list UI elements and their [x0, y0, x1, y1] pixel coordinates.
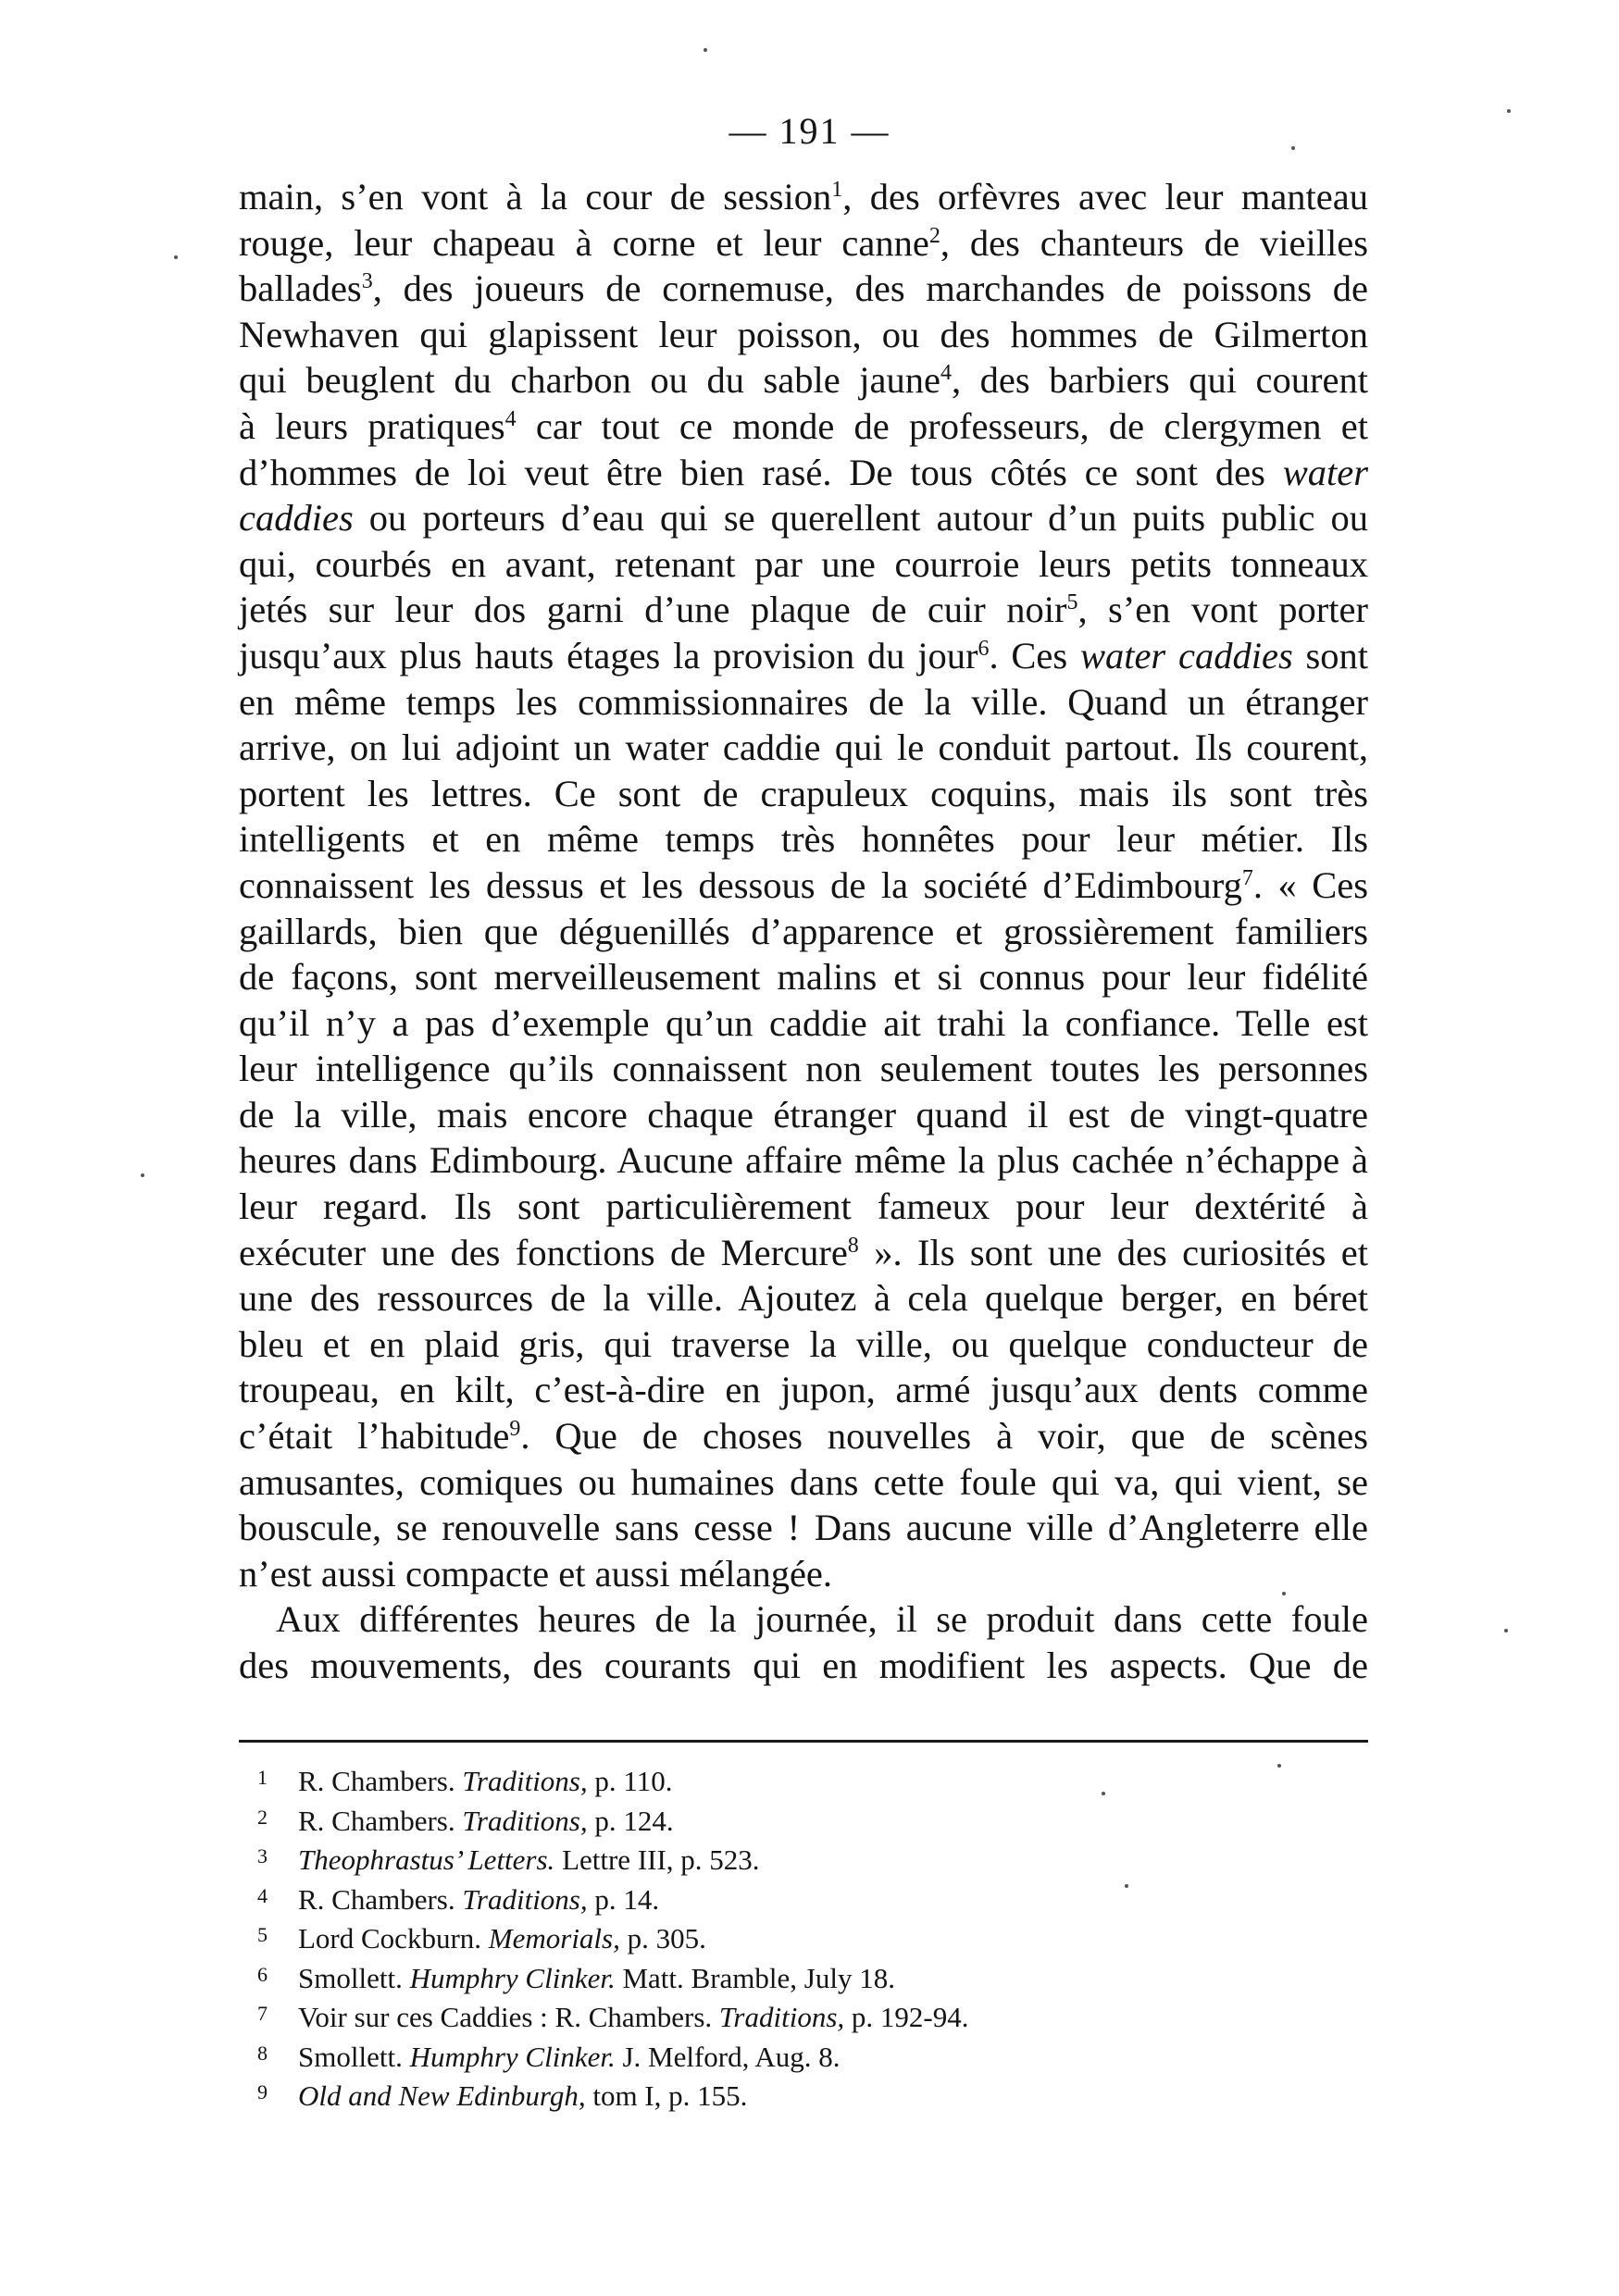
text-line: de façons, sont merveilleusement malins et si connus pour leur fidélité [239, 956, 1368, 999]
scan-speck [1504, 1629, 1508, 1632]
footnote-number: 2 [257, 1805, 268, 1829]
text-line: jusqu’aux plus hauts étages la provision du jour$^6$. Ces water caddies sont [239, 634, 1369, 676]
footnote-ref: 3 [361, 269, 373, 294]
text-line: Newhaven qui glapissent leur poisson, ou des hommes de Gilmerton [239, 313, 1368, 355]
text-line: n’est aussi compacte et aussi mélangée. [239, 1552, 833, 1595]
text-line: jetés sur leur dos garni d’une plaque de cuir noir$^5$, s’en vont porter [239, 589, 1368, 631]
text-line: caddies ou porteurs d’eau qui se querellent autour d’un puits public ou [239, 497, 1368, 540]
footnote-ref: 2 [928, 223, 940, 248]
footnote-number: 9 [257, 2080, 268, 2104]
footnote-item: 3 Theophrastus’ Letters. Lettre III, p. 523. [257, 1839, 1276, 1879]
page-number: — 191 — [729, 110, 890, 152]
footnote-number: 1 [257, 1766, 268, 1789]
footnote-number: 8 [257, 2041, 268, 2065]
text-line: exécuter une des fonctions de Mercure$^8$ ». Ils sont une des curiosités et [239, 1231, 1368, 1273]
footnote-number: 3 [257, 1844, 268, 1868]
scan-speck [704, 48, 707, 52]
footnote-item: 1 R. Chambers. Traditions, p. 110. [257, 1760, 1276, 1800]
scan-speck [1125, 1884, 1128, 1888]
footnotes [257, 1760, 1276, 2115]
text-line: de la ville, mais encore chaque étranger quand il est de vingt-quatre [239, 1093, 1368, 1136]
footnote-number: 4 [257, 1883, 268, 1907]
scan-speck [1507, 109, 1511, 113]
text-line: bleu et en plaid gris, qui traverse la ville, ou quelque conducteur de [239, 1322, 1368, 1365]
text-line: amusantes, comiques ou humaines dans cette foule qui va, qui vient, se [239, 1460, 1368, 1503]
text-line: main, s’en vont à la cour de session$^1$, des orfèvres avec leur manteau [239, 176, 1369, 217]
text-line: qu’il n’y a pas d’exemple qu’un caddie ait trahi la confiance. Telle est [239, 1001, 1368, 1044]
text-line: à leurs pratiques$^4$ car tout ce monde de professeurs, de clergymen et [239, 404, 1369, 447]
text-line: Aux différentes heures de la journée, il se produit dans cette foule [276, 1598, 1368, 1641]
footnote-number: 6 [257, 1962, 268, 1986]
text-line: gaillards, bien que déguenillés d’apparence et grossièrement familiers [239, 910, 1368, 952]
scan-speck [1277, 1764, 1281, 1768]
footnote-item: 7 Voir sur ces Caddies : R. Chambers. Traditions, p. 192-94. [257, 1996, 1276, 2036]
text-line: leur intelligence qu’ils connaissent non seulement toutes les personnes [239, 1048, 1368, 1090]
footnote-ref: 4 [504, 406, 517, 431]
text-line: leur regard. Ils sont particulièrement fameux pour leur dextérité à [239, 1185, 1368, 1228]
footnote-divider [239, 1740, 1368, 1743]
text-line: portent les lettres. Ce sont de crapuleux coquins, mais ils sont très [239, 772, 1368, 814]
footnote-item: 4 R. Chambers. Traditions, p. 14. [257, 1879, 1276, 1918]
footnote-number: 5 [257, 1923, 268, 1946]
footnote-item: 8 Smollett. Humphry Clinker. J. Melford, Aug. 8. [257, 2036, 1276, 2076]
text-line: heures dans Edimbourg. Aucune affaire même la plus cachée n’échappe à [239, 1139, 1368, 1182]
footnote-ref: 7 [1241, 865, 1253, 890]
footnote-ref: 1 [831, 178, 843, 202]
footnote-item: 5 Lord Cockburn. Memorials, p. 305. [257, 1917, 1276, 1957]
scan-speck [1282, 1592, 1286, 1595]
scan-speck [1291, 146, 1295, 150]
footnote-item: 6 Smollett. Humphry Clinker. Matt. Bramble, July 18. [257, 1957, 1276, 1997]
footnote-item: 2 R. Chambers. Traditions, p. 124. [257, 1800, 1276, 1840]
text-line: une des ressources de la ville. Ajoutez à cela quelque berger, en béret [239, 1277, 1368, 1320]
footnote-ref: 8 [847, 1233, 859, 1258]
text-line: troupeau, en kilt, c’est-à-dire en jupon, armé jusqu’aux dents comme [239, 1369, 1368, 1411]
text-line: rouge, leur chapeau à corne et leur canne$^2$, des chanteurs de vieilles [239, 221, 1368, 264]
footnote-ref: 9 [509, 1417, 521, 1442]
text-line: connaissent les dessus et les dessous de la société d’Edimbourg$^7$. « Ces [239, 863, 1369, 906]
text-line: des mouvements, des courants qui en modifient les aspects. Que de [239, 1644, 1368, 1686]
footnote-number: 7 [257, 2002, 268, 2025]
scan-speck [1102, 1792, 1105, 1795]
text-line: d’hommes de loi veut être bien rasé. De tous côtés ce sont des water [239, 451, 1368, 493]
text-line: intelligents et en même temps très honnêtes pour leur métier. Ils [239, 818, 1368, 861]
footnote-ref: 5 [1066, 590, 1078, 615]
footnote-item: 9 Old and New Edinburgh, tom I, p. 155. [257, 2075, 1276, 2115]
text-line: ballades$^3$, des joueurs de cornemuse, des marchandes de poissons de [239, 267, 1368, 310]
text-line: qui, courbés en avant, retenant par une courroie leurs petits tonneaux [239, 542, 1368, 585]
text-line: bouscule, se renouvelle sans cesse ! Dans aucune ville d’Angleterre elle [239, 1507, 1368, 1549]
text-line: qui beuglent du charbon ou du sable jaune$^4$, des barbiers qui courent [239, 359, 1368, 402]
body-text [239, 174, 1368, 1689]
text-line: c’était l’habitude$^9$. Que de choses nouvelles à voir, que de scènes [239, 1415, 1368, 1458]
footnote-ref: 4 [940, 361, 952, 386]
scan-speck [141, 1173, 144, 1177]
footnote-ref: 6 [978, 636, 990, 661]
text-line: arrive, on lui adjoint un water caddie qui le conduit partout. Ils courent, [239, 726, 1368, 769]
text-line: en même temps les commissionnaires de la ville. Quand un étranger [239, 680, 1368, 723]
scan-speck [174, 255, 178, 259]
